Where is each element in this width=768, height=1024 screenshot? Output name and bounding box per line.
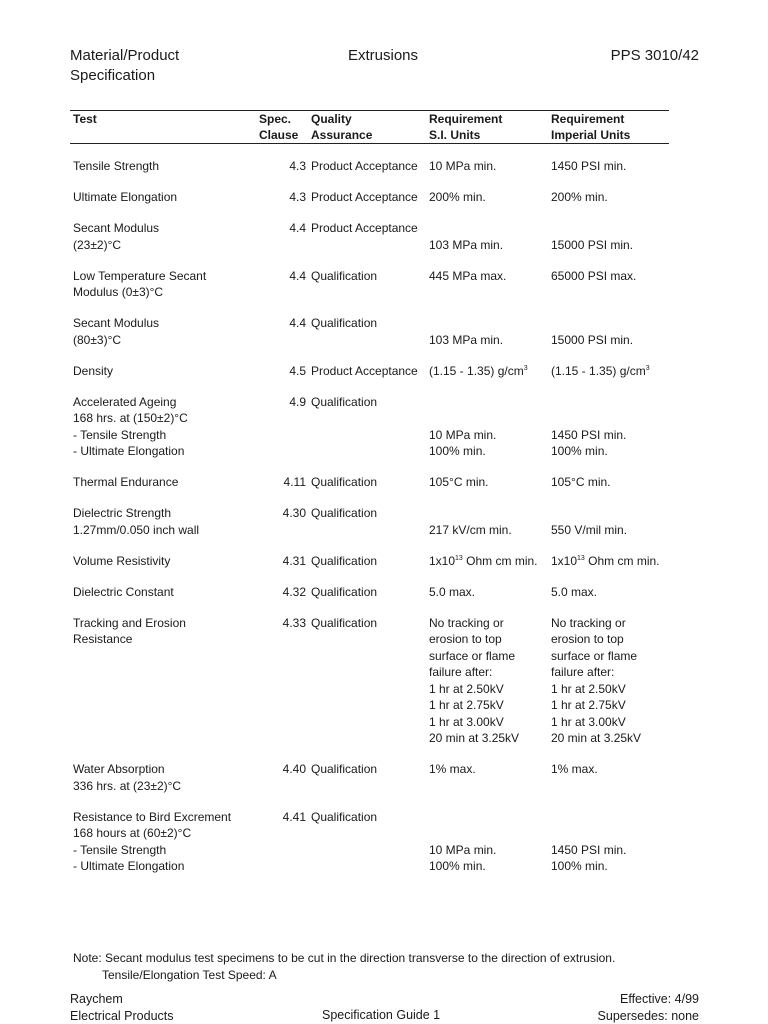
- cell-imperial: [551, 809, 677, 890]
- cell-imperial: [551, 474, 677, 505]
- footer-left: [70, 991, 174, 1024]
- cell-si-line: 1% max.: [429, 762, 476, 776]
- cell-clause: [259, 584, 306, 615]
- cell-imperial-line: 200% min.: [551, 190, 608, 204]
- cell-qa: [306, 363, 429, 394]
- cell-qa-line: Product Acceptance: [311, 363, 418, 378]
- cell-si-line: 5.0 max.: [429, 584, 476, 599]
- cell-test-line: Low Temperature Secant: [73, 268, 207, 283]
- cell-qa-line: Qualification: [311, 268, 378, 283]
- cell-test-line: 336 hrs. at (23±2)°C: [73, 778, 182, 793]
- cell-test-line: Thermal Endurance: [73, 475, 179, 489]
- cell-clause: [259, 189, 306, 220]
- cell-clause-line: 4.40: [282, 762, 306, 776]
- cell-si-line: 105°C min.: [429, 475, 489, 489]
- cell-test: [70, 761, 259, 809]
- cell-imperial-line: 1 hr at 3.00kV: [551, 714, 626, 729]
- cell-test: [70, 615, 259, 762]
- cell-clause-line: 4.3: [289, 190, 306, 204]
- cell-imperial: [551, 189, 677, 220]
- cell-si-line: 20 min at 3.25kV: [429, 731, 520, 745]
- cell-imperial-line: 1450 PSI min.: [551, 842, 627, 857]
- col-header-si: Requirement S.I. Units: [429, 112, 503, 142]
- cell-test: [70, 158, 259, 189]
- cell-qa: [306, 220, 429, 268]
- cell-qa-line: Qualification: [311, 584, 378, 599]
- table-row: [70, 315, 677, 363]
- cell-test-line: Accelerated Ageing: [73, 394, 177, 409]
- cell-si-line: 100% min.: [429, 859, 486, 873]
- cell-si-line: 1 hr at 2.75kV: [429, 698, 504, 712]
- cell-test: [70, 553, 259, 584]
- cell-imperial: [551, 584, 677, 615]
- cell-si: [429, 363, 551, 394]
- cell-clause-line: 4.4: [289, 268, 306, 283]
- cell-qa-line: Qualification: [311, 553, 378, 568]
- cell-test-line: 168 hours at (60±2)°C: [73, 826, 192, 840]
- cell-imperial: [551, 505, 677, 553]
- cell-test-line: - Ultimate Elongation: [73, 444, 185, 458]
- cell-imperial-line: [551, 394, 677, 411]
- cell-test-line: Tracking and Erosion: [73, 615, 186, 630]
- footer-company: Raychem: [70, 992, 123, 1006]
- cell-test-line: Dielectric Strength: [73, 506, 172, 520]
- cell-imperial-line: [551, 315, 677, 332]
- cell-si: [429, 394, 551, 475]
- cell-si-line: 1 hr at 2.50kV: [429, 681, 504, 696]
- cell-test-line: 1.27mm/0.050 inch wall: [73, 522, 200, 537]
- cell-clause-line: 4.4: [289, 316, 306, 330]
- cell-qa: [306, 761, 429, 809]
- cell-imperial: [551, 394, 677, 475]
- cell-imperial-line: 1 hr at 2.75kV: [551, 698, 626, 712]
- cell-imperial: [551, 553, 677, 584]
- cell-qa: [306, 553, 429, 584]
- cell-imperial: [551, 315, 677, 363]
- cell-test: [70, 505, 259, 553]
- table-row: [70, 189, 677, 220]
- table-row: [70, 761, 677, 809]
- cell-si-line: $1x10^{13}$ Ohm cm min.: [429, 553, 538, 568]
- cell-si: [429, 220, 551, 268]
- cell-imperial: [551, 615, 677, 762]
- note: [73, 950, 615, 983]
- footer-center: Specification Guide 1: [322, 1008, 441, 1022]
- cell-imperial: [551, 761, 677, 809]
- cell-si: [429, 553, 551, 584]
- cell-test: [70, 474, 259, 505]
- cell-si: [429, 584, 551, 615]
- cell-si-line: 10 MPa min.: [429, 842, 497, 857]
- cell-imperial-line: 1% max.: [551, 762, 598, 776]
- cell-clause: [259, 394, 306, 475]
- cell-test-line: (23±2)°C: [73, 237, 122, 252]
- cell-imperial-line: surface or flame: [551, 648, 638, 663]
- cell-imperial-line: 1 hr at 2.50kV: [551, 681, 626, 696]
- cell-test-line: - Ultimate Elongation: [73, 859, 185, 873]
- cell-qa: [306, 189, 429, 220]
- spec-table: [70, 111, 677, 889]
- cell-qa-line: Product Acceptance: [311, 221, 418, 235]
- cell-clause-line: 4.3: [289, 159, 306, 173]
- cell-clause: [259, 761, 306, 809]
- cell-test: [70, 584, 259, 615]
- cell-qa-line: Product Acceptance: [311, 190, 418, 204]
- cell-imperial-line: (1.15 - 1.35) $g/cm^3$: [551, 363, 650, 378]
- cell-imperial-line: failure after:: [551, 665, 615, 679]
- table-header-row: [70, 111, 677, 144]
- cell-imperial-line: [551, 220, 677, 237]
- cell-qa: [306, 158, 429, 189]
- cell-clause-line: 4.11: [283, 475, 306, 489]
- cell-test: [70, 363, 259, 394]
- cell-test-line: Volume Resistivity: [73, 553, 171, 568]
- cell-si-line: 445 MPa max.: [429, 268, 507, 283]
- cell-si: [429, 315, 551, 363]
- cell-clause-line: 4.41: [282, 809, 306, 824]
- cell-imperial-line: [551, 505, 677, 522]
- cell-clause: [259, 158, 306, 189]
- cell-si-line: 200% min.: [429, 190, 486, 204]
- cell-qa: [306, 315, 429, 363]
- cell-qa: [306, 394, 429, 475]
- table-row: [70, 615, 677, 762]
- cell-clause-line: 4.30: [282, 506, 306, 520]
- cell-test-line: Resistance to Bird Excrement: [73, 809, 232, 824]
- cell-qa-line: Qualification: [311, 506, 378, 520]
- col-header-imperial: Requirement Imperial Units: [551, 112, 631, 142]
- cell-test-line: - Tensile Strength: [73, 842, 167, 857]
- cell-si-line: [429, 809, 551, 826]
- cell-test: [70, 189, 259, 220]
- cell-imperial-line: 15000 PSI min.: [551, 332, 634, 347]
- cell-test-line: Secant Modulus: [73, 221, 160, 235]
- cell-qa: [306, 809, 429, 890]
- cell-imperial-line: 1450 PSI min.: [551, 427, 627, 442]
- cell-imperial: [551, 363, 677, 394]
- cell-test-line: - Tensile Strength: [73, 427, 167, 442]
- cell-test: [70, 315, 259, 363]
- col-header-qa: Quality Assurance: [311, 112, 373, 142]
- footer-effective: Effective: 4/99: [620, 992, 699, 1006]
- cell-clause-line: 4.4: [289, 221, 306, 235]
- cell-qa-line: Qualification: [311, 394, 378, 409]
- table-row: [70, 505, 677, 553]
- cell-clause: [259, 505, 306, 553]
- cell-clause: [259, 220, 306, 268]
- cell-si: [429, 268, 551, 316]
- header-center-title: Extrusions: [348, 47, 419, 64]
- cell-si-line: (1.15 - 1.35) $g/cm^3$: [429, 363, 528, 378]
- cell-si: [429, 474, 551, 505]
- header-doc-number: PPS 3010/42: [610, 47, 699, 64]
- cell-test-line: Resistance: [73, 632, 133, 646]
- cell-clause: [259, 315, 306, 363]
- table-row: [70, 474, 677, 505]
- note-line1: Note: Secant modulus test specimens to be cut in the direction transverse to the direction of extrusion.: [73, 951, 616, 965]
- cell-si-line: [429, 505, 551, 522]
- cell-test-line: Modulus (0±3)°C: [73, 285, 164, 299]
- cell-si: [429, 615, 551, 762]
- cell-imperial-line: 100% min.: [551, 859, 608, 873]
- table-row: [70, 158, 677, 189]
- cell-qa: [306, 474, 429, 505]
- cell-si-line: [429, 410, 551, 427]
- cell-imperial-line: $1x10^{13}$ Ohm cm min.: [551, 553, 660, 568]
- col-header-test: Test: [73, 112, 97, 126]
- cell-qa: [306, 268, 429, 316]
- cell-test-line: Dielectric Constant: [73, 584, 174, 599]
- footer-right: [598, 991, 699, 1024]
- table-row: [70, 220, 677, 268]
- cell-qa-line: Product Acceptance: [311, 159, 418, 173]
- header-left: [70, 46, 270, 86]
- cell-imperial: [551, 220, 677, 268]
- cell-qa-line: Qualification: [311, 475, 378, 489]
- cell-imperial-line: 20 min at 3.25kV: [551, 731, 642, 745]
- cell-imperial-line: 65000 PSI max.: [551, 268, 637, 283]
- col-header-clause: Spec. Clause: [259, 112, 299, 142]
- cell-si-line: [429, 315, 551, 332]
- cell-si-line: [429, 220, 551, 237]
- table-row: [70, 394, 677, 475]
- table-row: [70, 553, 677, 584]
- table-row: [70, 268, 677, 316]
- cell-imperial: [551, 158, 677, 189]
- cell-si-line: 103 MPa min.: [429, 237, 504, 252]
- header-title-line2: Specification: [70, 67, 156, 84]
- cell-imperial-line: 105°C min.: [551, 475, 611, 489]
- cell-qa: [306, 584, 429, 615]
- cell-clause: [259, 268, 306, 316]
- cell-si-line: 103 MPa min.: [429, 332, 504, 347]
- cell-clause-line: 4.33: [282, 615, 306, 630]
- footer-division: Electrical Products: [70, 1008, 174, 1023]
- cell-imperial-line: 15000 PSI min.: [551, 237, 634, 252]
- cell-si-line: 100% min.: [429, 444, 486, 458]
- cell-clause-line: 4.32: [282, 584, 306, 599]
- cell-clause-line: 4.9: [289, 394, 306, 409]
- cell-test: [70, 394, 259, 475]
- table-row: [70, 363, 677, 394]
- cell-test-line: Secant Modulus: [73, 316, 160, 330]
- cell-si: [429, 158, 551, 189]
- cell-qa-line: Qualification: [311, 762, 378, 776]
- cell-imperial-line: 5.0 max.: [551, 584, 598, 599]
- footer-supersedes: Supersedes: none: [597, 1008, 699, 1023]
- cell-si-line: 217 kV/cm min.: [429, 522, 512, 537]
- cell-clause-line: 4.31: [282, 553, 306, 568]
- cell-test: [70, 809, 259, 890]
- cell-si-line: surface or flame: [429, 648, 516, 663]
- cell-qa: [306, 615, 429, 762]
- cell-imperial-line: 100% min.: [551, 444, 608, 458]
- cell-test-line: Density: [73, 363, 114, 378]
- cell-test-line: (80±3)°C: [73, 332, 122, 347]
- note-line2: Tensile/Elongation Test Speed: A: [102, 967, 277, 982]
- cell-imperial-line: [551, 809, 677, 826]
- cell-test-line: Ultimate Elongation: [73, 190, 178, 204]
- cell-imperial-line: 550 V/mil min.: [551, 522, 628, 537]
- cell-qa: [306, 505, 429, 553]
- cell-qa-line: Qualification: [311, 809, 378, 824]
- cell-si-line: 10 MPa min.: [429, 427, 497, 442]
- cell-test: [70, 220, 259, 268]
- cell-si-line: failure after:: [429, 665, 493, 679]
- cell-si-line: [429, 825, 551, 842]
- cell-qa-line: Qualification: [311, 615, 378, 630]
- cell-clause: [259, 553, 306, 584]
- cell-clause: [259, 363, 306, 394]
- table-row: [70, 809, 677, 890]
- cell-si-line: No tracking or: [429, 615, 504, 630]
- cell-imperial-line: erosion to top: [551, 632, 624, 646]
- cell-test-line: Water Absorption: [73, 762, 165, 776]
- cell-imperial-line: [551, 410, 677, 427]
- cell-clause: [259, 474, 306, 505]
- cell-clause: [259, 809, 306, 890]
- header-title-line1: Material/Product: [70, 47, 180, 64]
- cell-si: [429, 809, 551, 890]
- cell-si: [429, 761, 551, 809]
- cell-test-line: 168 hrs. at (150±2)°C: [73, 411, 188, 425]
- cell-imperial-line: No tracking or: [551, 615, 626, 630]
- cell-imperial-line: [551, 825, 677, 842]
- cell-si-line: erosion to top: [429, 632, 502, 646]
- cell-imperial: [551, 268, 677, 316]
- cell-si-line: [429, 394, 551, 411]
- table-row: [70, 584, 677, 615]
- cell-si-line: 10 MPa min.: [429, 159, 497, 173]
- cell-test: [70, 268, 259, 316]
- cell-clause: [259, 615, 306, 762]
- cell-clause-line: 4.5: [289, 363, 306, 378]
- cell-si-line: 1 hr at 3.00kV: [429, 714, 504, 729]
- cell-test-line: Tensile Strength: [73, 159, 160, 173]
- cell-si: [429, 189, 551, 220]
- table-body: [70, 158, 677, 889]
- cell-si: [429, 505, 551, 553]
- cell-qa-line: Qualification: [311, 316, 378, 330]
- cell-imperial-line: 1450 PSI min.: [551, 159, 627, 173]
